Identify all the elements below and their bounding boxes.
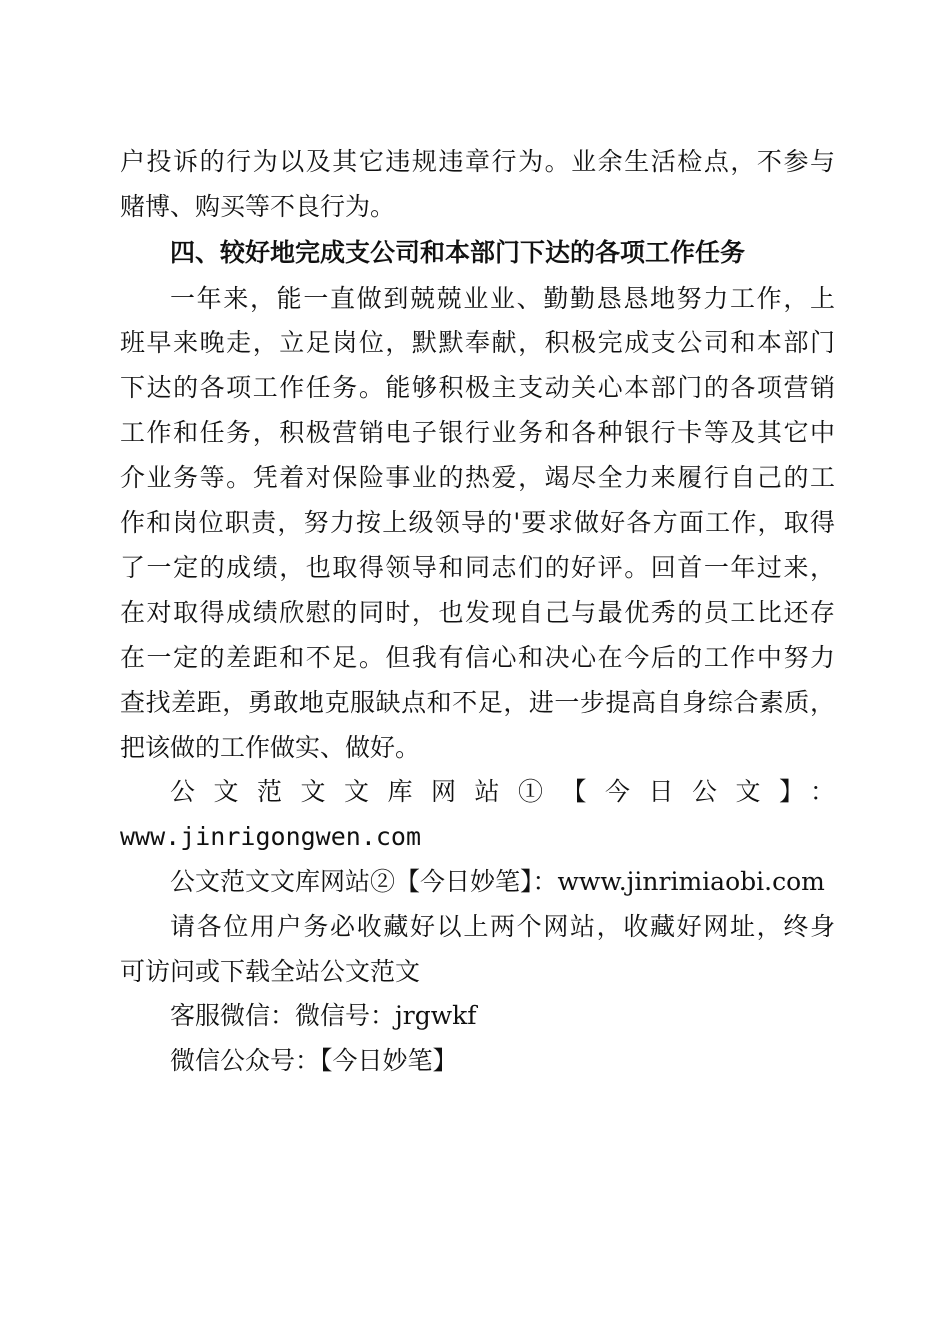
paragraph-line: 在一定的差距和不足。但我有信心和决心在今后的工作中努力 bbox=[120, 643, 835, 672]
paragraph-line: 下达的各项工作任务。能够积极主支动关心本部门的各项营销 bbox=[120, 373, 835, 402]
website-label-line: 公文范文文库网站①【今日公文】： bbox=[170, 777, 835, 806]
paragraph-line: 班早来晚走，立足岗位，默默奉献，积极完成支公司和本部门 bbox=[120, 328, 835, 357]
paragraph-line: 作和岗位职责，努力按上级领导的'要求做好各方面工作，取得 bbox=[120, 508, 835, 537]
website-second-line: 公文范文文库网站②【今日妙笔】：www.jinrimiaobi.com bbox=[170, 867, 825, 896]
text-line: 户投诉的行为以及其它违规违章行为。业余生活检点，不参与 bbox=[120, 147, 835, 176]
service-wechat-line: 客服微信：微信号：jrgwkf bbox=[170, 1001, 477, 1030]
paragraph-line: 把该做的工作做实、做好。 bbox=[120, 733, 421, 762]
paragraph-line: 介业务等。凭着对保险事业的热爱，竭尽全力来履行自己的工 bbox=[120, 463, 835, 492]
paragraph-line: 了一定的成绩，也取得领导和同志们的好评。回首一年过来， bbox=[120, 553, 835, 582]
paragraph-line: 在对取得成绩欣慰的同时，也发现自己与最优秀的员工比还存 bbox=[120, 598, 835, 627]
section-heading: 四、较好地完成支公司和本部门下达的各项工作任务 bbox=[170, 238, 746, 267]
text-line: 赌博、购买等不良行为。 bbox=[120, 192, 396, 221]
paragraph-line: 一年来，能一直做到兢兢业业、勤勤恳恳地努力工作，上 bbox=[170, 284, 835, 313]
official-account-line: 微信公众号：【今日妙笔】 bbox=[170, 1046, 458, 1075]
notice-line: 可访问或下载全站公文范文 bbox=[120, 957, 421, 986]
website-url-link[interactable]: www.jinrigongwen.com bbox=[120, 822, 422, 851]
notice-line: 请各位用户务必收藏好以上两个网站，收藏好网址，终身 bbox=[170, 912, 835, 941]
paragraph-line: 查找差距，勇敢地克服缺点和不足，进一步提高自身综合素质， bbox=[120, 688, 835, 717]
paragraph-line: 工作和任务，积极营销电子银行业务和各种银行卡等及其它中 bbox=[120, 418, 835, 447]
